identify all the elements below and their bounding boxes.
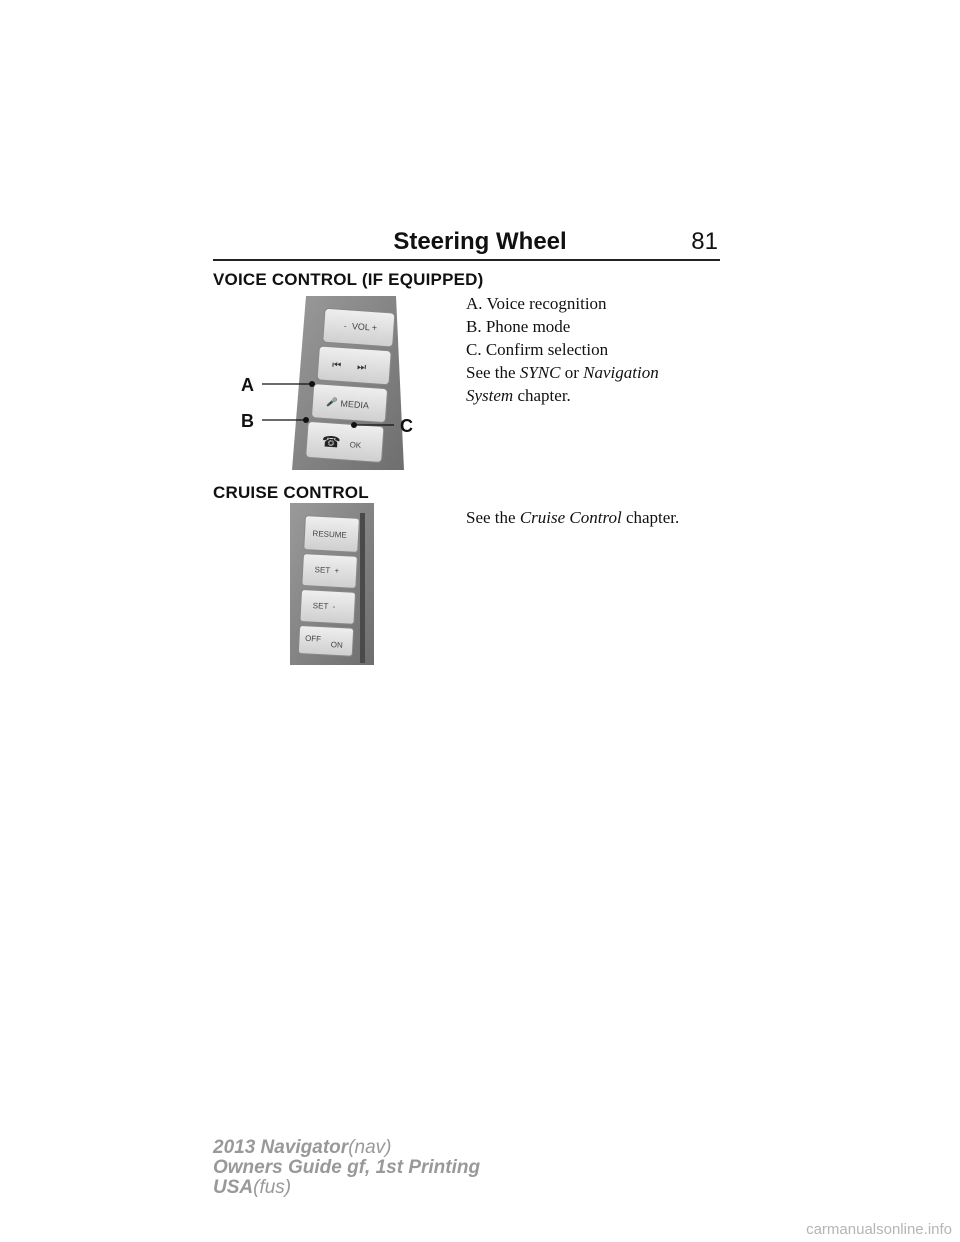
phone-ok-button bbox=[306, 421, 384, 462]
voice-item-c: C. Confirm selection bbox=[466, 340, 609, 359]
set-plus-label: SET + bbox=[314, 565, 340, 576]
voice-control-illustration bbox=[228, 292, 428, 470]
callout-dot-b bbox=[303, 417, 309, 423]
voice-icon: 🎤 bbox=[326, 397, 339, 409]
set-minus-label: SET - bbox=[312, 601, 336, 612]
footer-model-code: (nav) bbox=[348, 1137, 392, 1158]
panel-edge bbox=[360, 513, 365, 663]
footer-guide: Owners Guide gf, 1st Printing bbox=[213, 1157, 481, 1178]
header-rule bbox=[213, 259, 720, 261]
footer-region: USA bbox=[213, 1177, 254, 1198]
voice-item-b: B. Phone mode bbox=[466, 317, 571, 336]
vol-minus-label: - bbox=[343, 321, 347, 331]
footer-model: 2013 Navigator bbox=[213, 1137, 349, 1158]
navigation-link-part1[interactable]: Navigation bbox=[583, 363, 659, 382]
callout-dot-c bbox=[351, 422, 357, 428]
navigation-link-part2[interactable]: System bbox=[466, 386, 514, 405]
cruise-control-heading: CRUISE CONTROL bbox=[213, 483, 369, 502]
cruise-control-link[interactable]: Cruise Control bbox=[519, 508, 622, 527]
sync-link[interactable]: SYNC bbox=[519, 363, 561, 382]
seek-forward-icon: ⏭ bbox=[356, 361, 367, 374]
vol-plus-label: + bbox=[371, 322, 378, 333]
media-label: MEDIA bbox=[340, 398, 370, 411]
off-label: OFF bbox=[304, 633, 322, 644]
cruise-control-illustration bbox=[290, 503, 376, 665]
callout-label-a: A bbox=[241, 375, 254, 395]
voice-item-a: A. Voice recognition bbox=[466, 294, 607, 313]
see-or: or bbox=[564, 363, 579, 382]
resume-label: RESUME bbox=[312, 529, 347, 540]
voice-see-also bbox=[466, 361, 706, 407]
see-suffix: chapter. bbox=[517, 386, 571, 405]
page-number: 81 bbox=[691, 228, 718, 255]
see-suffix: chapter. bbox=[625, 508, 680, 527]
ok-label: OK bbox=[349, 440, 362, 451]
see-prefix: See the bbox=[466, 363, 516, 382]
phone-icon: ☎ bbox=[321, 432, 342, 452]
vol-label: VOL bbox=[351, 321, 371, 333]
callout-label-c: C bbox=[400, 416, 413, 436]
voice-control-heading: VOICE CONTROL (IF EQUIPPED) bbox=[213, 270, 484, 289]
footer bbox=[213, 1138, 480, 1198]
see-prefix: See the bbox=[466, 508, 516, 527]
page-title: Steering Wheel bbox=[393, 228, 567, 255]
callout-label-b: B bbox=[241, 411, 254, 431]
on-label: ON bbox=[330, 640, 343, 650]
callout-dot-a bbox=[309, 381, 315, 387]
footer-region-code: (fus) bbox=[253, 1177, 292, 1198]
watermark: carmanualsonline.info bbox=[806, 1221, 952, 1238]
cruise-see-also bbox=[466, 506, 679, 529]
seek-button bbox=[317, 346, 391, 385]
seek-back-icon: ⏮ bbox=[331, 359, 342, 372]
